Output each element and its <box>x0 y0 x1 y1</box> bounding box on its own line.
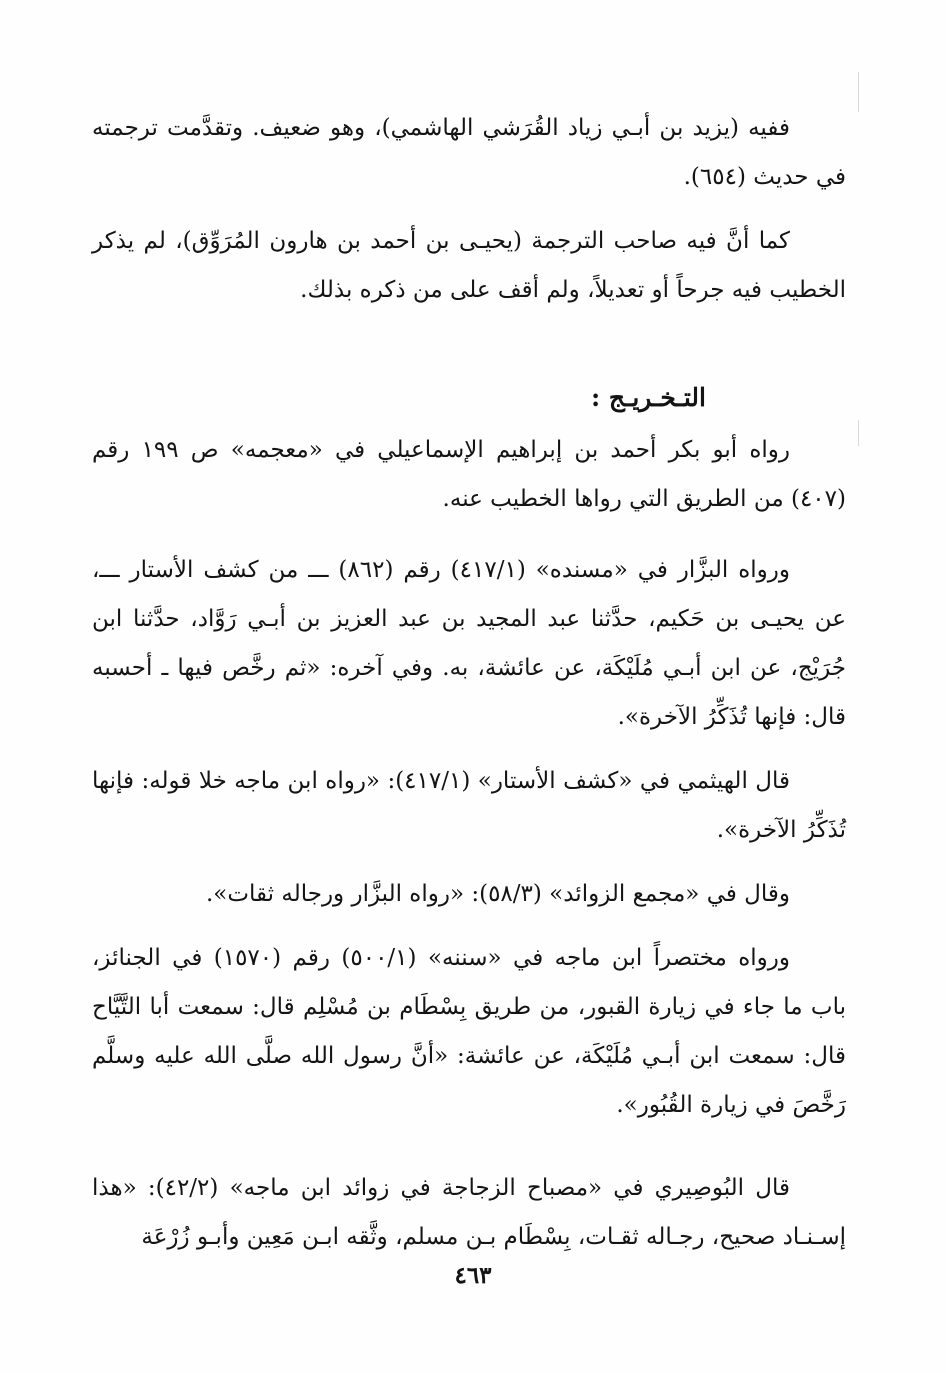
section-heading: التـخـريـج : <box>590 383 706 412</box>
page-number: ٤٦٣ <box>454 1262 492 1289</box>
page-body <box>92 104 846 1262</box>
scan-edge-mark <box>858 72 859 112</box>
paragraph: وقال في «مجمع الزوائد» (٥٨/٣): «رواه البزَّار ورجاله ثقات». <box>205 881 790 907</box>
paragraph: قال الهيثمي في «كشف الأستار» (٤١٧/١): «رواه ابن ماجه خلا قوله: فإنها تُذَكِّرُ الآخرة». <box>92 768 846 843</box>
paragraph: ورواه مختصراً ابن ماجه في «سننه» (٥٠٠/١) رقم (١٥٧٠) في الجنائز، باب ما جاء في زيارة القبور، من طريق بِسْطَام بن مُسْلِم قال: سمعت أبا التَّيَّاح قال: سمعت ابن أبـي مُلَيْكَة، عن عائشة: «أنَّ رسول الله صلَّى الله عليه وسلَّم رَخَّصَ في زيارة القُبُور». <box>92 945 846 1118</box>
paragraph: رواه أبو بكر أحمد بن إبراهيم الإسماعيلي في «معجمه» ص ١٩٩ رقم (٤٠٧) من الطريق التي رواها الخطيب عنه. <box>92 437 846 512</box>
scan-edge-mark <box>858 420 859 446</box>
paragraph: كما أنَّ فيه صاحب الترجمة (يحيـى بن أحمد بن هارون المُرَوِّق)، لم يذكر الخطيب فيه جرحاً أو تعديلاً، ولم أقف على من ذكره بذلك. <box>92 228 846 303</box>
paragraph: ففيه (يزيد بن أبـي زياد القُرَشي الهاشمي)، وهو ضعيف. وتقدَّمت ترجمته في حديث (٦٥٤). <box>92 115 846 190</box>
paragraph: ورواه البزَّار في «مسنده» (٤١٧/١) رقم (٨٦٢) ـــ من كشف الأستار ـــ، عن يحيـى بن حَكيم، حدَّثنا عبد المجيد بن عبد العزيز بن أبـي رَوَّاد، حدَّثنا ابن جُرَيْج، عن ابن أبـي مُلَيْكَة، عن عائشة، به. وفي آخره: «ثم رخَّص فيها ـ أحسبه قال: فإنها تُذَكِّرُ الآخرة». <box>92 557 846 730</box>
paragraph: قال البُوصِيري في «مصباح الزجاجة في زوائد ابن ماجه» (٤٢/٢): «هذا إسـنـاد صحيح، رجـاله ثقـات، بِسْطَام بـن مسلم، وثَّقه ابـن مَعِين وأبـو زُرْعَة <box>92 1175 846 1250</box>
